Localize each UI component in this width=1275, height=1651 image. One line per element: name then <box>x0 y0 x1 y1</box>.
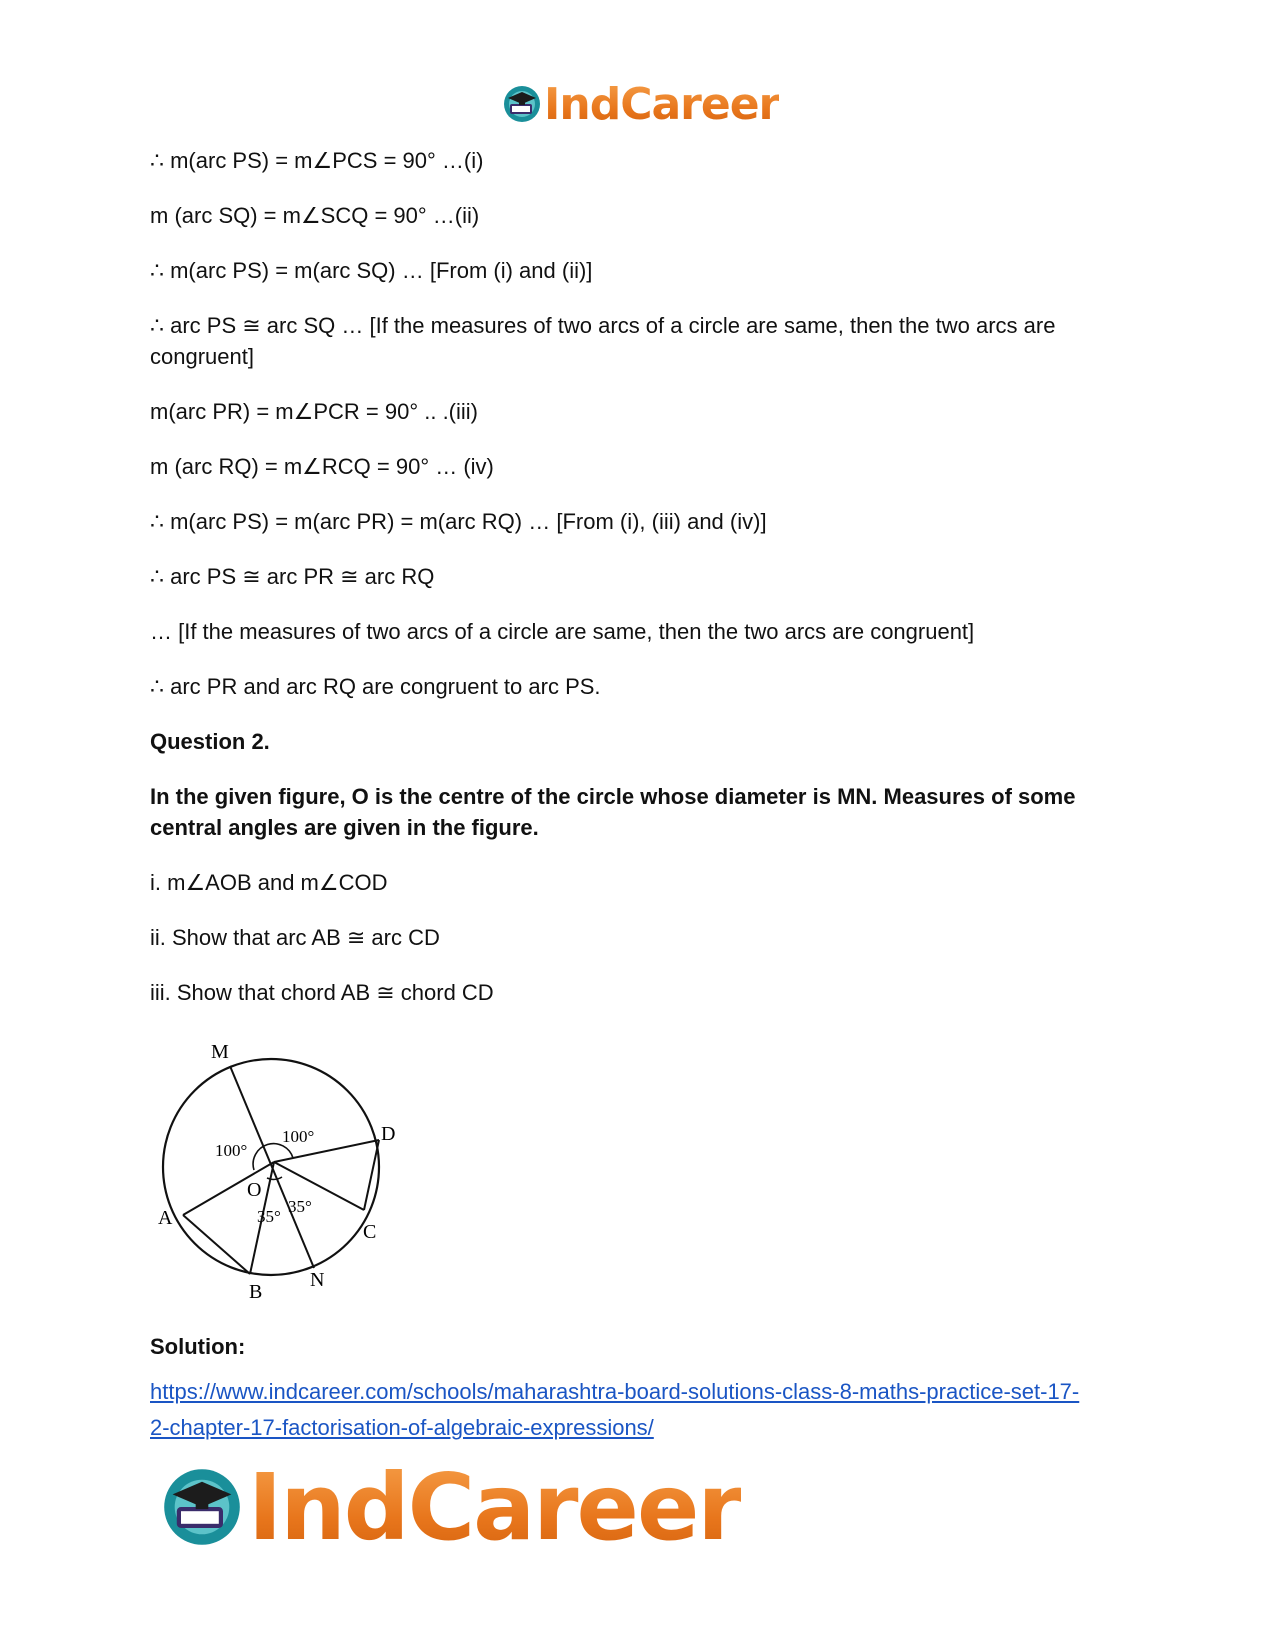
circle-diagram <box>150 1032 410 1302</box>
text-line: ∴ arc PS ≅ arc PR ≅ arc RQ <box>150 564 435 589</box>
chord-cd <box>364 1140 379 1210</box>
text-line: m (arc SQ) = m∠SCQ = 90° …(ii) <box>150 203 480 228</box>
label-m: M <box>211 1041 229 1063</box>
question-heading: Question 2. <box>150 729 270 754</box>
label-b: B <box>249 1281 263 1302</box>
angle-label-bon: 35° <box>257 1207 281 1226</box>
book-graduation-cap-icon <box>160 1465 244 1549</box>
text-line: m (arc RQ) = m∠RCQ = 90° … (iv) <box>150 454 494 479</box>
label-n: N <box>310 1269 325 1291</box>
solution-heading: Solution: <box>150 1334 246 1359</box>
book-graduation-cap-icon <box>502 84 542 124</box>
solution-link-line[interactable]: https://www.indcareer.com/schools/maharashtra-board-solutions-class-8-maths-practice-set-17- <box>150 1379 1080 1404</box>
angle-label-moa: 100° <box>215 1141 248 1160</box>
solution-link-line[interactable]: 2-chapter-17-factorisation-of-algebraic-expressions/ <box>150 1415 654 1440</box>
label-c: C <box>363 1221 377 1243</box>
circle-figure <box>150 1032 1130 1307</box>
text-line: … [If the measures of two arcs of a circle are same, then the two arcs are congruent] <box>150 619 975 644</box>
text-line: ∴ m(arc PS) = m(arc PR) = m(arc RQ) … [From (i), (iii) and (iv)] <box>150 509 767 534</box>
brand-name: IndCareer <box>248 1453 741 1561</box>
question-part: iii. Show that chord AB ≅ chord CD <box>150 980 494 1005</box>
label-a: A <box>158 1207 173 1229</box>
label-o: O <box>247 1179 262 1201</box>
header-logo <box>502 80 779 128</box>
text-line: m(arc PR) = m∠PCR = 90° .. .(iii) <box>150 399 479 424</box>
chord-ab <box>183 1215 250 1274</box>
angle-label-noc: 35° <box>288 1197 312 1216</box>
solution-link[interactable] <box>150 1374 1130 1446</box>
question-part: ii. Show that arc AB ≅ arc CD <box>150 925 440 950</box>
brand-name: IndCareer <box>544 78 780 130</box>
text-line: ∴ arc PR and arc RQ are congruent to arc PS. <box>150 674 601 699</box>
label-d: D <box>381 1123 396 1145</box>
footer-logo <box>160 1453 741 1561</box>
angle-label-mod: 100° <box>282 1127 315 1146</box>
document-body <box>150 145 1130 1446</box>
angle-arc-bottom <box>267 1177 282 1179</box>
text-line: ∴ m(arc PS) = m∠PCS = 90° …(i) <box>150 148 484 173</box>
question-prompt: In the given figure, O is the centre of the circle whose diameter is MN. Measures of some central angles are given in the figure. <box>150 784 1076 840</box>
text-line: ∴ arc PS ≅ arc SQ … [If the measures of two arcs of a circle are same, then the two arcs are congruent] <box>150 313 1056 369</box>
text-line: ∴ m(arc PS) = m(arc SQ) … [From (i) and (ii)] <box>150 258 593 283</box>
question-part: i. m∠AOB and m∠COD <box>150 870 388 895</box>
